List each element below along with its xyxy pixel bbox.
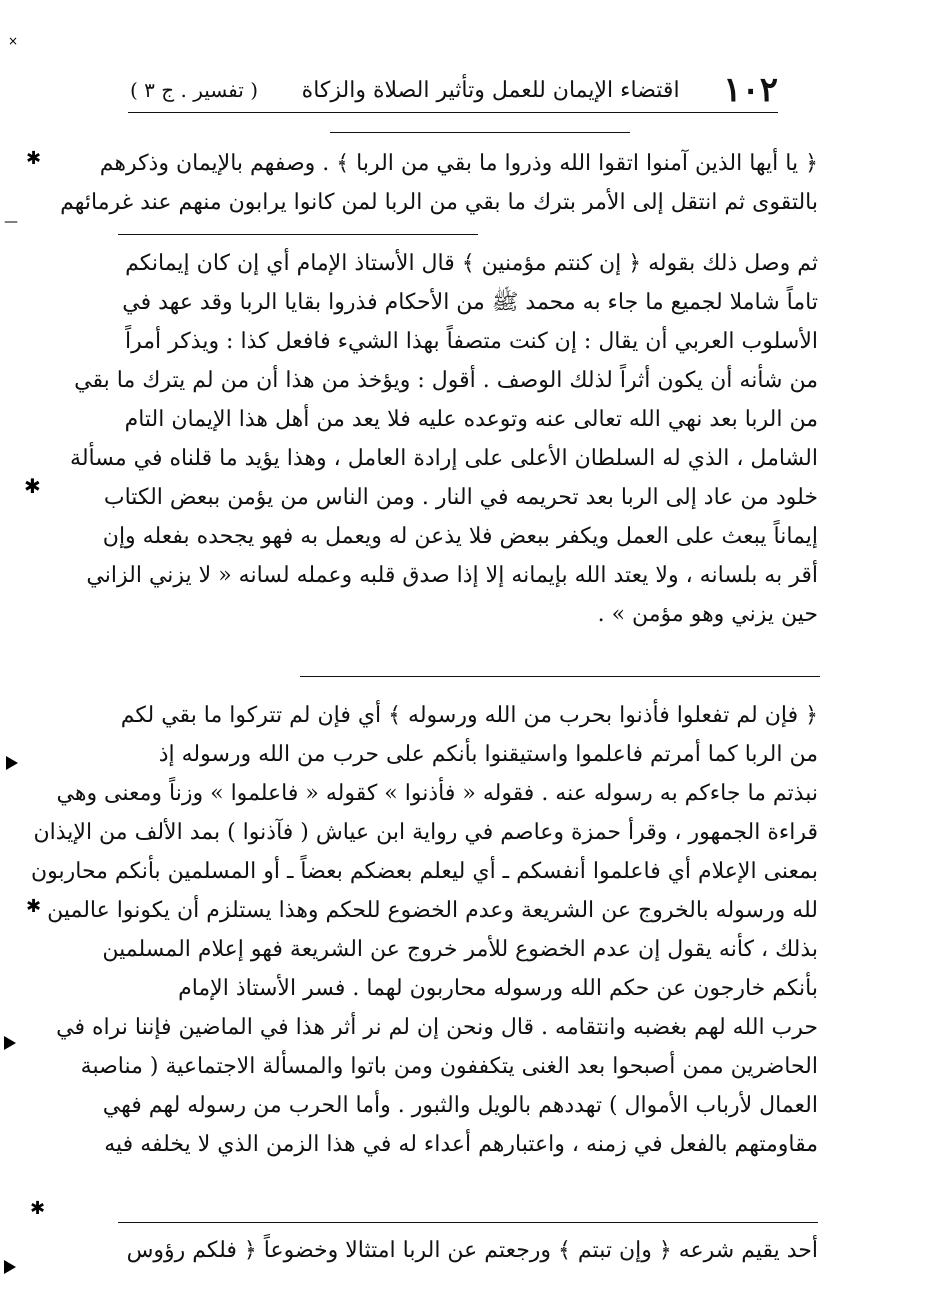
margin-star-mark: ✱ <box>24 474 41 498</box>
text-line: مقاومتهم بالفعل في زمنه ، واعتبارهم أعداء له في هذا الزمن الذي لا يخلفه فيه <box>104 1132 818 1157</box>
header-rule <box>128 112 778 113</box>
scan-speck-mark: × <box>8 34 19 48</box>
margin-star-mark: ✱ <box>26 896 42 917</box>
text-line: أقر به بلسانه ، ولا يعتد الله بإيمانه إلا إذا صدق قلبه وعمله لسانه « لا يزني الزاني <box>86 563 818 588</box>
text-line: لله ورسوله بالخروج عن الشريعة وعدم الخضوع للحكم وهذا يستلزم أن يكونوا عالمين <box>47 898 818 923</box>
page-number: ١٠٢ <box>723 70 778 110</box>
text-line: الأسلوب العربي أن يقال : إن كنت متصفاً بهذا الشيء فافعل كذا : ويذكر أمراً <box>125 329 818 354</box>
text-line: ﴿ فإن لم تفعلوا فأذنوا بحرب من الله ورسوله ﴾ أي فإن لم تتركوا ما بقي لكم <box>120 703 818 728</box>
paragraph-2 <box>70 244 818 634</box>
verse-separator-rule <box>330 132 630 133</box>
series-volume-tag: ( تفسير . ج ٣ ) <box>130 78 259 102</box>
text-line: بالتقوى ثم انتقل إلى الأمر بترك ما بقي من الربا لمن كانوا يرابون منهم عند غرمائهم <box>60 190 818 215</box>
running-title: اقتضاء الإيمان للعمل وتأثير الصلاة والزكاة <box>301 77 680 103</box>
text-line: خلود من عاد إلى الربا بعد تحريمه في النار . ومن الناس من يؤمن ببعض الكتاب <box>103 485 818 510</box>
margin-star-mark: ✱ <box>30 1198 46 1219</box>
footer-text-line: أحد يقيم شرعه ﴿ وإن تبتم ﴾ ورجعتم عن الربا امتثالا وخضوعاً ﴿ فلكم رؤوس <box>126 1238 818 1263</box>
text-line: من الربا كما أمرتم فاعلموا واستيقنوا بأنكم على حرب من الله ورسوله إذ <box>158 742 818 767</box>
text-line: نبذتم ما جاءكم به رسوله عنه . فقوله « فأذنوا » كقوله « فاعلموا » وزناً ومعنى وهي <box>56 781 818 806</box>
text-line: حين يزني وهو مؤمن » . <box>597 602 818 627</box>
footnote-rule <box>118 1222 818 1223</box>
paragraph-1 <box>60 144 818 222</box>
text-line: بأنكم خارجون عن حكم الله ورسوله محاربون لهما . فسر الأستاذ الإمام <box>178 976 818 1001</box>
text-line: الشامل ، الذي له السلطان الأعلى على إرادة العامل ، وهذا يؤيد ما قلناه في مسألة <box>70 446 818 471</box>
margin-arrow-mark <box>6 756 18 770</box>
margin-arrow-mark <box>4 1260 16 1274</box>
section-rule <box>118 234 478 235</box>
text-line: ﴿ يا أيها الذين آمنوا اتقوا الله وذروا ما بقي من الربا ﴾ . وصفهم بالإيمان وذكرهم <box>99 151 818 176</box>
text-line: العمال لأرباب الأموال ) تهددهم بالويل والثبور . وأما الحرب من رسوله لهم فهي <box>102 1093 818 1118</box>
text-line: بمعنى الإعلام أي فاعلموا أنفسكم ـ أي ليعلم بعضكم بعضاً ـ أو المسلمين بأنكم محاربون <box>30 859 818 884</box>
text-line: حرب الله لهم بغضبه وانتقامه . قال ونحن إن لم نر أثر هذا في الماضين فإننا نراه في <box>56 1015 818 1040</box>
margin-star-mark: ✱ <box>26 148 42 169</box>
text-line: من شأنه أن يكون أثراً لذلك الوصف . أقول : ويؤخذ من هذا أن من لم يترك ما بقي <box>74 368 818 393</box>
text-line: إيماناً يبعث على العمل ويكفر ببعض فلا يذعن له ويعمل به فهو يجحده بفعله وإن <box>102 524 818 549</box>
section-rule <box>300 676 820 677</box>
margin-arrow-mark <box>4 1036 16 1050</box>
text-line: تاماً شاملا لجميع ما جاء به محمد ﷺ من الأحكام فذروا بقايا الربا وقد عهد في <box>122 290 818 315</box>
footer-line-wrap <box>118 1234 818 1268</box>
paragraph-3 <box>30 696 818 1164</box>
margin-dash-mark: — <box>4 214 18 230</box>
text-line: ثم وصل ذلك بقوله ﴿ إن كنتم مؤمنين ﴾ قال الأستاذ الإمام أي إن كان إيمانكم <box>125 251 818 276</box>
page-header <box>130 70 778 110</box>
text-line: بذلك ، كأنه يقول إن عدم الخضوع للأمر خروج عن الشريعة فهو إعلام المسلمين <box>102 937 818 962</box>
text-line: من الربا بعد نهي الله تعالى عنه وتوعده عليه فلا يعد من أهل هذا الإيمان التام <box>124 407 818 432</box>
text-line: قراءة الجمهور ، وقرأ حمزة وعاصم في رواية ابن عياش ( فآذنوا ) بمد الألف من الإيذان <box>33 820 818 845</box>
text-line: الحاضرين ممن أصبحوا بعد الغنى يتكففون ومن باتوا والمسألة الاجتماعية ( مناصبة <box>80 1054 818 1079</box>
